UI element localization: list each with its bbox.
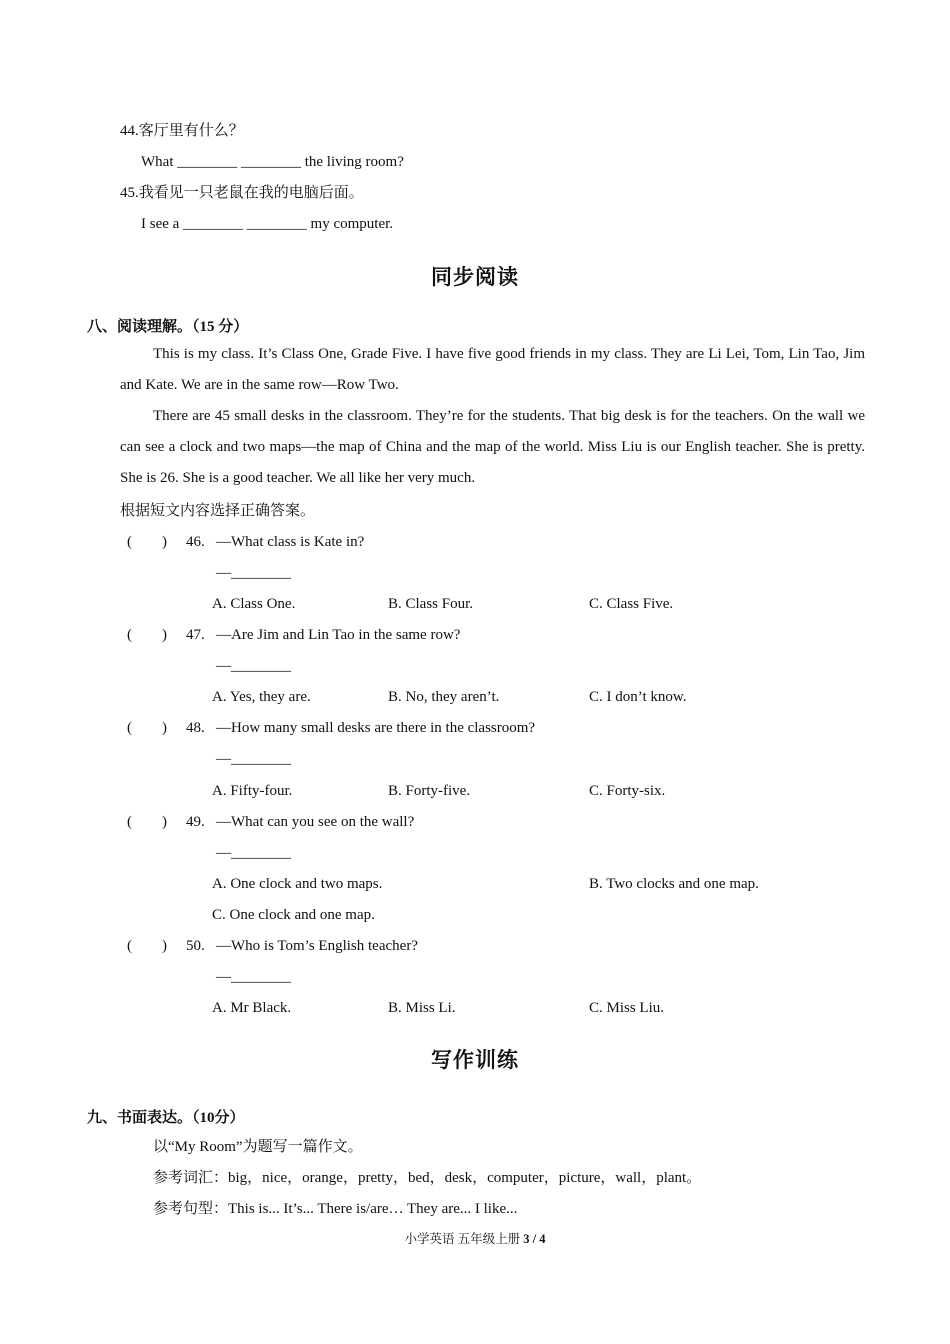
passage-paragraph-2: There are 45 small desks in the classroom. They’re for the students. That big desk is for the teachers. On the wall we can see a clock and two maps—the map of China and the map of the world. Miss Liu is our English teacher. She is pretty. She is 26. She is a good teacher. We all like her very much. <box>120 408 865 486</box>
question-text: —Are Jim and Lin Tao in the same row? <box>216 627 461 643</box>
question-number: 49. <box>186 814 205 830</box>
answer-line: —________ <box>216 969 291 985</box>
question-number: 48. <box>186 720 205 736</box>
option-c: C. I don’t know. <box>589 689 687 705</box>
answer-bracket: ( ) <box>127 720 167 736</box>
option-b: B. Miss Li. <box>388 1000 456 1016</box>
answer-bracket: ( ) <box>127 814 167 830</box>
q45-prompt: 45.我看见一只老鼠在我的电脑后面。 <box>120 185 364 201</box>
option-b: B. Forty-five. <box>388 783 471 799</box>
answer-line: —________ <box>216 845 291 861</box>
writing-prompt: 以“My Room”为题写一篇作文。 <box>153 1139 363 1155</box>
question-text: —What can you see on the wall? <box>216 814 415 830</box>
option-b: B. Class Four. <box>388 596 474 612</box>
option-a: A. Class One. <box>212 596 296 612</box>
writing-title: 写作训练 <box>431 1048 519 1072</box>
reading-instruction: 根据短文内容选择正确答案。 <box>120 503 316 519</box>
answer-line: —________ <box>216 751 291 767</box>
answer-line: —________ <box>216 658 291 674</box>
option-a: A. Yes, they are. <box>212 689 311 705</box>
question-number: 46. <box>186 534 205 550</box>
page-number: 3 / 4 <box>523 1232 546 1246</box>
question-number: 47. <box>186 627 205 643</box>
option-c: C. Miss Liu. <box>589 1000 665 1016</box>
question-text: —How many small desks are there in the classroom? <box>216 720 536 736</box>
option-c: C. Forty-six. <box>589 783 666 799</box>
option-b: B. Two clocks and one map. <box>589 876 759 892</box>
q44-answer-line: What ________ ________ the living room? <box>141 154 404 170</box>
q45-answer-line: I see a ________ ________ my computer. <box>141 216 394 232</box>
footer-subject: 小学英语 五年级上册 <box>404 1232 521 1246</box>
option-b: B. No, they aren’t. <box>388 689 500 705</box>
option-a: A. One clock and two maps. <box>212 876 383 892</box>
option-c: C. One clock and one map. <box>212 907 375 923</box>
question-text: —Who is Tom’s English teacher? <box>216 938 418 954</box>
option-c: C. Class Five. <box>589 596 674 612</box>
answer-bracket: ( ) <box>127 938 167 954</box>
answer-bracket: ( ) <box>127 627 167 643</box>
reference-vocabulary: 参考词汇：big，nice，orange，pretty，bed，desk，computer，picture，wall，plant。 <box>153 1170 702 1186</box>
reference-sentences: 参考句型：This is... It’s... There is/are… They are... I like... <box>153 1201 518 1217</box>
option-a: A. Mr Black. <box>212 1000 292 1016</box>
page-footer <box>0 1229 950 1249</box>
reading-title: 同步阅读 <box>431 265 519 289</box>
q44-prompt: 44.客厅里有什么？ <box>120 123 244 139</box>
question-text: —What class is Kate in? <box>216 534 365 550</box>
answer-line: —________ <box>216 565 291 581</box>
reading-section-header: 八、阅读理解。（15 分） <box>87 319 249 335</box>
reading-passage <box>120 339 865 494</box>
answer-bracket: ( ) <box>127 534 167 550</box>
passage-paragraph-1: This is my class. It’s Class One, Grade Five. I have five good friends in my class. They are Li Lei, Tom, Lin Tao, Jim and Kate. We are in the same row—Row Two. <box>120 346 865 393</box>
option-a: A. Fifty-four. <box>212 783 293 799</box>
question-number: 50. <box>186 938 205 954</box>
writing-section-header: 九、书面表达。（10分） <box>87 1110 245 1126</box>
